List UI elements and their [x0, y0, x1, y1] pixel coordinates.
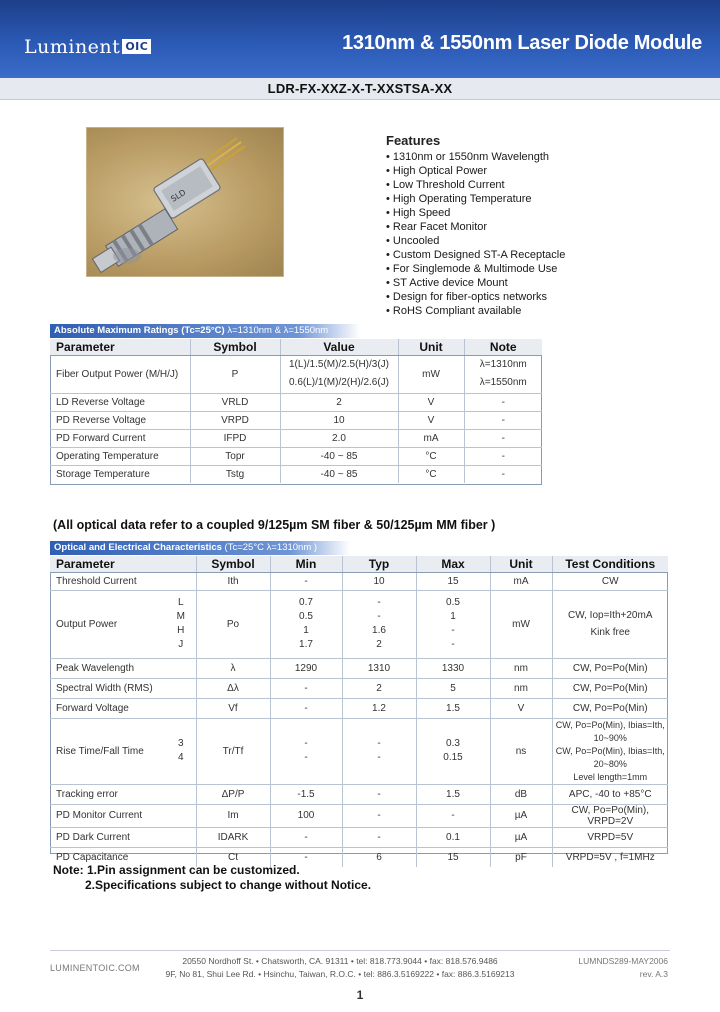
- feature-item: • Low Threshold Current: [386, 178, 565, 192]
- company-logo: Luminent OIC: [24, 36, 151, 58]
- feature-item: • RoHS Compliant available: [386, 304, 565, 318]
- table-row: PD Capacitance Ct - 6 15 pF VRPD=5V , f=1MHz: [50, 847, 668, 867]
- table-row: Peak Wavelength λ 1290 1310 1330 nm CW, Po=Po(Min): [50, 658, 668, 678]
- laser-module-illustration: [87, 128, 284, 277]
- feature-item: • For Singlemode & Multimode Use: [386, 262, 565, 276]
- svg-text:SLD: SLD: [169, 187, 188, 204]
- table-header-row: [50, 339, 542, 355]
- footer-address-tw: 9F, No 81, Shui Lee Rd. • Hsinchu, Taiwan, R.O.C. • tel: 886.3.5169222 • fax: 886.3.5169213: [165, 969, 515, 979]
- document-title: 1310nm & 1550nm Laser Diode Module: [342, 32, 702, 54]
- table-row: PD Reverse Voltage VRPD 10 V -: [50, 411, 542, 429]
- optical-table: [50, 556, 668, 867]
- table-row: LD Reverse Voltage VRLD 2 V -: [50, 393, 542, 411]
- header-banner: [0, 0, 720, 78]
- table-header-row: Parameter Symbol Min Typ Max Unit Test Conditions: [50, 556, 668, 572]
- footer-address-us: 20550 Nordhoff St. • Chatsworth, CA. 91311 • tel: 818.773.9044 • fax: 818.576.9486: [182, 956, 498, 966]
- product-photo: [86, 127, 284, 277]
- table-row: Operating Temperature Topr -40 ~ 85 °C -: [50, 447, 542, 465]
- table-row: PD Forward Current IFPD 2.0 mA -: [50, 429, 542, 447]
- footer-revision: rev. A.3: [639, 969, 668, 979]
- footer-addresses: [130, 955, 550, 981]
- feature-item: • High Operating Temperature: [386, 192, 565, 206]
- optical-data-note: (All optical data refer to a coupled 9/125µm SM fiber & 50/125µm MM fiber ): [53, 518, 496, 532]
- feature-item: • Design for fiber-optics networks: [386, 290, 565, 304]
- footer-doc-info: [578, 955, 668, 981]
- feature-item: • Uncooled: [386, 234, 565, 248]
- feature-item: • 1310nm or 1550nm Wavelength: [386, 150, 565, 164]
- features-section: [386, 133, 565, 318]
- feature-item: • High Optical Power: [386, 164, 565, 178]
- table-row: Tracking error ΔP/P -1.5 - 1.5 dB APC, -40 to +85°C: [50, 784, 668, 804]
- part-number: LDR-FX-XXZ-X-T-XXSTSA-XX: [267, 81, 453, 96]
- feature-item: • Rear Facet Monitor: [386, 220, 565, 234]
- footer-doc-code: LUMNDS289-MAY2006: [578, 956, 668, 966]
- table-row: PD Dark Current IDARK - - 0.1 µA VRPD=5V: [50, 827, 668, 847]
- table-row: Spectral Width (RMS) Δλ - 2 5 nm CW, Po=Po(Min): [50, 678, 668, 698]
- table-row: Storage Temperature Tstg -40 ~ 85 °C -: [50, 465, 542, 483]
- feature-item: • High Speed: [386, 206, 565, 220]
- features-title: Features: [386, 133, 441, 148]
- abs-max-table: [50, 339, 542, 483]
- col-header: Value: [280, 339, 398, 355]
- table-row: Forward Voltage Vf - 1.2 1.5 V CW, Po=Po(Min): [50, 698, 668, 718]
- table-row: PD Monitor Current Im 100 - - µA CW, Po=Po(Min), VRPD=2V: [50, 804, 668, 827]
- col-header: Parameter: [50, 339, 190, 355]
- note-line: Note: 1.Pin assignment can be customized.: [53, 863, 300, 877]
- table-row: Threshold Current Ith - 10 15 mA CW: [50, 572, 668, 590]
- table-row: Output Power L M H J Po 0.7 0.5 1 1.7 - - 1.6 2 0.5 1 - - mW CW, Iop=Ith+20mA Kink free: [50, 590, 668, 658]
- page-number: 1: [356, 988, 364, 1002]
- footer-website: LUMINENTOIC.COM: [50, 963, 140, 973]
- feature-item: • ST Active device Mount: [386, 276, 565, 290]
- note-line: 2.Specifications subject to change without Notice.: [85, 878, 372, 892]
- footer-divider: [50, 950, 670, 951]
- col-header: Symbol: [190, 339, 280, 355]
- col-header: Note: [464, 339, 542, 355]
- features-list: [386, 150, 565, 318]
- table-row: Fiber Output Power (M/H/J) P 1(L)/1.5(M)/2.5(H)/3(J) 0.6(L)/1(M)/2(H)/2.6(J) mW λ=1310nm λ=1550nm: [50, 355, 542, 393]
- abs-max-caption: Absolute Maximum Ratings (Tc=25°C) λ=1310nm & λ=1550nm: [50, 324, 360, 338]
- table-row: Rise Time/Fall Time 3 4 Tr/Tf - - - - 0.3 0.15 ns CW, Po=Po(Min), Ibias=Ith, 10~90% CW, Po=Po(Min), Ibias=Ith, 20~80% Level length=1mm: [50, 718, 668, 784]
- col-header: Unit: [398, 339, 464, 355]
- optical-caption: Optical and Electrical Characteristics (Tc=25°C λ=1310nm ): [50, 541, 350, 555]
- feature-item: • Custom Designed ST-A Receptacle: [386, 248, 565, 262]
- notes-section: [53, 863, 371, 893]
